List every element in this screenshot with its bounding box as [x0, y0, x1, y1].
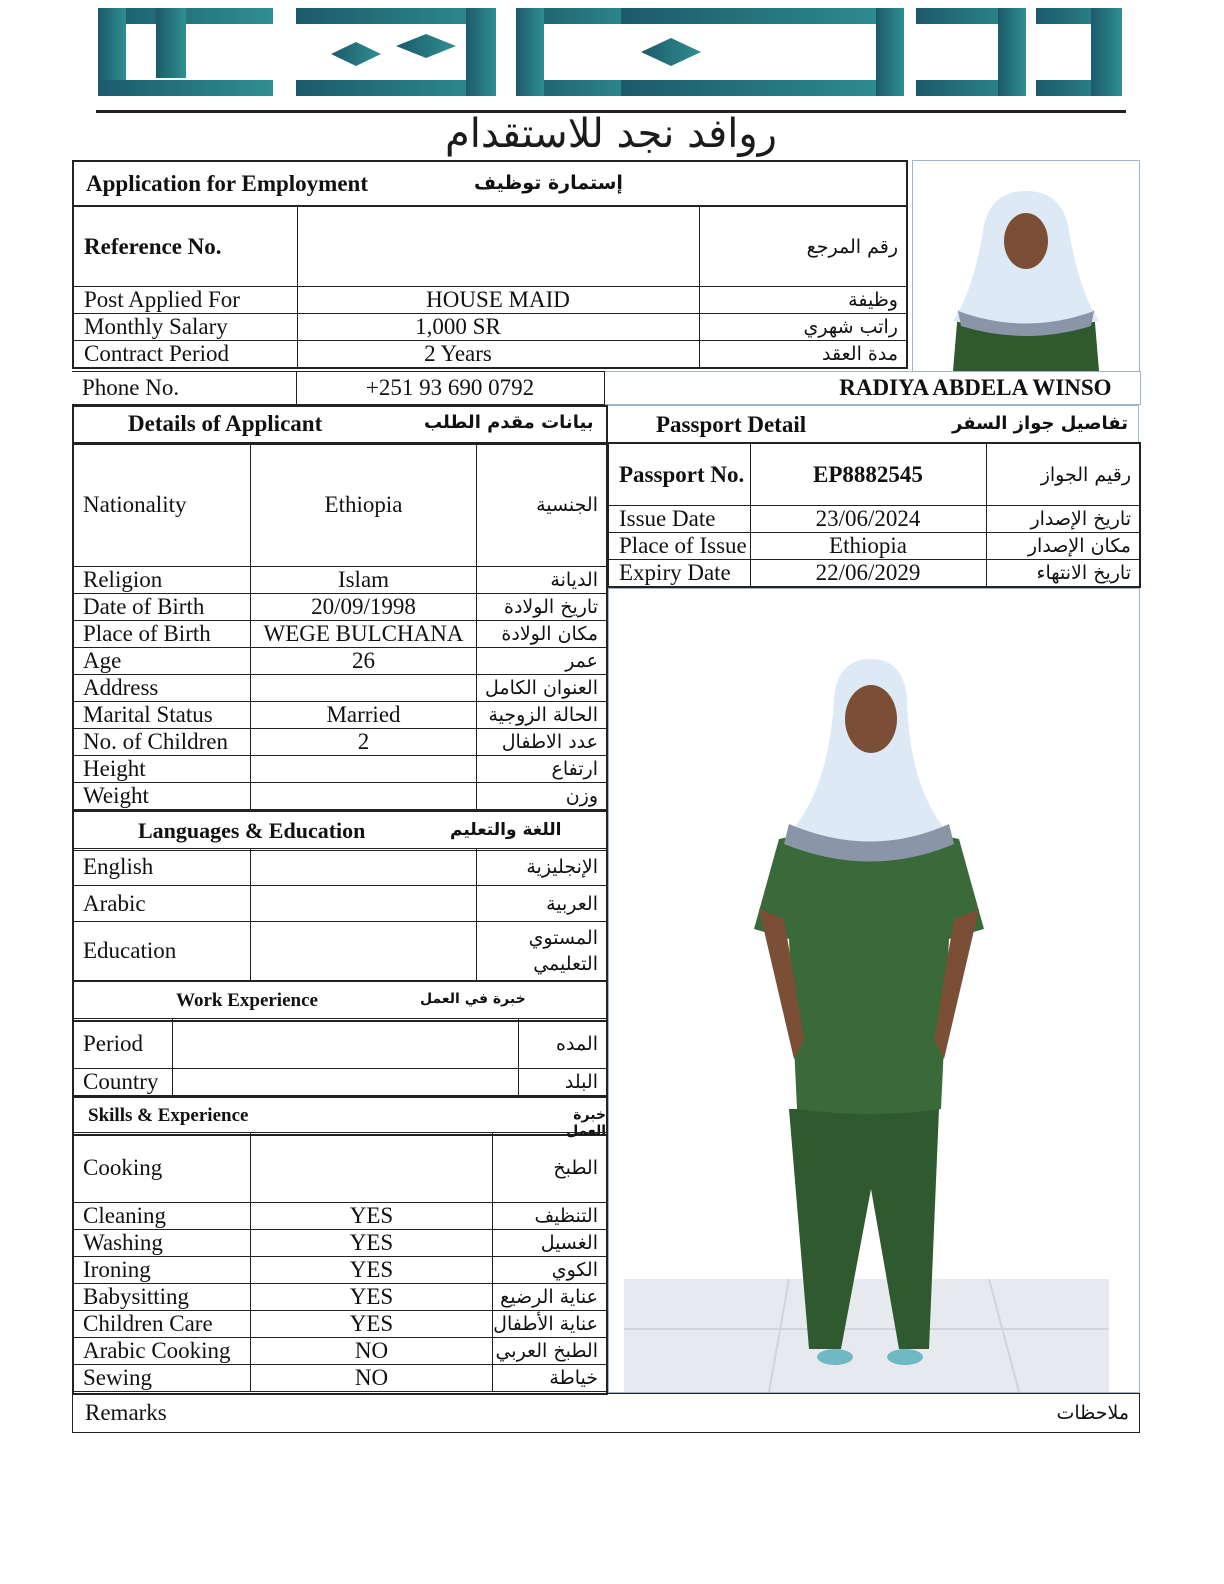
arabic-value — [251, 886, 477, 922]
row-label-arabic: التنظيف — [493, 1203, 607, 1230]
row-value: WEGE BULCHANA — [251, 621, 477, 648]
table-row — [73, 756, 607, 783]
table-row — [608, 533, 1140, 560]
row-label: Washing — [73, 1230, 251, 1257]
row-label-arabic: عناية الرضيع — [493, 1284, 607, 1311]
row-value: Married — [251, 702, 477, 729]
skills-section-heading — [74, 1096, 606, 1139]
row-label-arabic: تاريخ الانتهاء — [986, 560, 1140, 588]
passport-table — [607, 442, 1141, 588]
table-row — [73, 1230, 607, 1257]
logo-arabic-text: روافد نجد للاستقدام — [445, 111, 777, 157]
table-row — [73, 443, 607, 567]
period-value — [173, 1019, 519, 1069]
row-value: NO — [251, 1365, 493, 1392]
reference-label-arabic: رقم المرجع — [699, 206, 907, 287]
salary-label: Monthly Salary — [73, 314, 297, 341]
row-label-arabic: مكان الإصدار — [986, 533, 1140, 560]
row-label-arabic: الكوي — [493, 1257, 607, 1284]
period-label: Period — [73, 1019, 173, 1069]
row-label: No. of Children — [73, 729, 251, 756]
row-label-arabic: الديانة — [477, 567, 607, 594]
row-label-arabic: الطبخ — [493, 1133, 607, 1203]
row-value: 2 — [251, 729, 477, 756]
education-label-arabic — [477, 922, 607, 981]
row-label: Ironing — [73, 1257, 251, 1284]
passport-section-heading — [608, 405, 1139, 444]
table-row — [73, 1069, 607, 1096]
phone-label: Phone No. — [72, 372, 296, 405]
table-row — [73, 922, 607, 981]
applicant-photo-small — [912, 160, 1140, 372]
table-row — [73, 206, 907, 287]
row-label-arabic: مكان الولادة — [477, 621, 607, 648]
applicant-heading: Details of Applicant — [128, 411, 323, 436]
row-label: Children Care — [73, 1311, 251, 1338]
row-label: Address — [73, 675, 251, 702]
education-value — [251, 922, 477, 981]
row-value: 22/06/2029 — [750, 560, 986, 588]
table-row — [73, 886, 607, 922]
arabic-label: Arabic — [73, 886, 251, 922]
education-label-arabic-line2: التعليمي — [533, 953, 598, 975]
languages-table — [72, 848, 607, 981]
table-row — [73, 1338, 607, 1365]
row-label-arabic: الجنسية — [477, 443, 607, 567]
work-heading-arabic: خبرة في العمل — [420, 991, 526, 1007]
remarks-label: Remarks — [85, 1400, 167, 1425]
row-label: Age — [73, 648, 251, 675]
table-row — [73, 567, 607, 594]
row-label: Arabic Cooking — [73, 1338, 251, 1365]
table-row — [73, 1257, 607, 1284]
table-row — [73, 1019, 607, 1069]
table-row — [73, 729, 607, 756]
contract-value: 2 Years — [297, 341, 699, 369]
languages-heading-arabic: اللغة والتعليم — [450, 820, 562, 840]
reference-value — [297, 206, 699, 287]
table-row — [73, 341, 907, 369]
table-row — [73, 1311, 607, 1338]
row-value: YES — [251, 1203, 493, 1230]
row-value: NO — [251, 1338, 493, 1365]
remarks-label-arabic: ملاحظات — [1056, 1402, 1129, 1424]
company-logo — [96, 6, 1126, 158]
row-value — [251, 1133, 493, 1203]
row-label: Babysitting — [73, 1284, 251, 1311]
reference-label: Reference No. — [73, 206, 297, 287]
row-label-arabic: عدد الاطفال — [477, 729, 607, 756]
table-row — [608, 506, 1140, 533]
english-value — [251, 849, 477, 886]
row-label: Passport No. — [608, 443, 750, 506]
passport-heading-arabic: تفاصيل جواز السفر — [952, 413, 1129, 434]
phone-value: +251 93 690 0792 — [296, 372, 604, 405]
arabic-label-arabic: العربية — [477, 886, 607, 922]
work-heading: Work Experience — [176, 990, 318, 1011]
row-value — [251, 783, 477, 810]
skills-heading: Skills & Experience — [88, 1105, 249, 1126]
row-label-arabic: الطبخ العربي — [493, 1338, 607, 1365]
row-label: Date of Birth — [73, 594, 251, 621]
country-value — [173, 1069, 519, 1096]
table-row — [73, 675, 607, 702]
skills-heading-arabic: خبرة العمل — [566, 1107, 606, 1139]
form-title-box — [72, 160, 908, 206]
english-label-arabic: الإنجليزية — [477, 849, 607, 886]
contract-label: Contract Period — [73, 341, 297, 369]
row-value: Islam — [251, 567, 477, 594]
row-label: Weight — [73, 783, 251, 810]
row-label: Place of Issue — [608, 533, 750, 560]
row-label-arabic: العنوان الكامل — [477, 675, 607, 702]
row-value: Ethiopia — [251, 443, 477, 567]
row-value: YES — [251, 1257, 493, 1284]
row-value: 20/09/1998 — [251, 594, 477, 621]
row-label: Expiry Date — [608, 560, 750, 588]
row-label-arabic: رقيم الجواز — [986, 443, 1140, 506]
period-label-arabic: المده — [519, 1019, 607, 1069]
row-label-arabic: خياطة — [493, 1365, 607, 1392]
contract-label-arabic: مدة العقد — [699, 341, 907, 369]
work-section-heading — [74, 980, 606, 1022]
row-label-arabic: عمر — [477, 648, 607, 675]
post-label-arabic: وظيفة — [699, 287, 907, 314]
education-label: Education — [73, 922, 251, 981]
row-label: Cooking — [73, 1133, 251, 1203]
table-row — [73, 314, 907, 341]
row-label-arabic: تاريخ الإصدار — [986, 506, 1140, 533]
applicant-photo-full — [608, 588, 1140, 1393]
salary-label-arabic: راتب شهري — [699, 314, 907, 341]
table-row — [73, 702, 607, 729]
row-value: 26 — [251, 648, 477, 675]
languages-heading: Languages & Education — [138, 818, 366, 843]
table-row — [608, 443, 1140, 506]
table-row — [73, 1203, 607, 1230]
table-row — [73, 1284, 607, 1311]
applicant-section-heading — [74, 407, 606, 445]
passport-heading: Passport Detail — [656, 412, 807, 437]
english-label: English — [73, 849, 251, 886]
row-label: Marital Status — [73, 702, 251, 729]
row-value: Ethiopia — [750, 533, 986, 560]
post-value: HOUSE MAID — [297, 287, 699, 314]
row-label: Cleaning — [73, 1203, 251, 1230]
post-label: Post Applied For — [73, 287, 297, 314]
table-row — [73, 621, 607, 648]
row-label-arabic: الحالة الزوجية — [477, 702, 607, 729]
row-value: YES — [251, 1311, 493, 1338]
row-label: Height — [73, 756, 251, 783]
row-label: Sewing — [73, 1365, 251, 1392]
row-label: Issue Date — [608, 506, 750, 533]
row-value — [251, 675, 477, 702]
languages-section-heading — [74, 810, 606, 851]
country-label-arabic: البلد — [519, 1069, 607, 1096]
table-row — [73, 287, 907, 314]
row-label-arabic: وزن — [477, 783, 607, 810]
table-row — [608, 560, 1140, 588]
form-title: Application for Employment — [86, 171, 368, 196]
row-label-arabic: الغسيل — [493, 1230, 607, 1257]
table-row — [73, 594, 607, 621]
country-label: Country — [73, 1069, 173, 1096]
remarks-row — [72, 1393, 1140, 1433]
phone-name-row — [72, 371, 1141, 405]
applicant-heading-arabic: بيانات مقدم الطلب — [424, 412, 594, 433]
top-info-table — [72, 205, 908, 369]
table-row — [73, 849, 607, 886]
table-row — [73, 1133, 607, 1203]
table-row — [73, 783, 607, 810]
salary-value: 1,000 SR — [297, 314, 699, 341]
row-value: EP8882545 — [750, 443, 986, 506]
skills-table — [72, 1132, 607, 1392]
row-value — [251, 756, 477, 783]
row-label: Nationality — [73, 443, 251, 567]
table-row — [73, 648, 607, 675]
table-row — [73, 1365, 607, 1392]
row-label-arabic: ارتفاع — [477, 756, 607, 783]
row-label-arabic: عناية الأطفال — [493, 1311, 607, 1338]
row-value: YES — [251, 1230, 493, 1257]
applicant-name: RADIYA ABDELA WINSO — [604, 372, 1140, 405]
work-table — [72, 1018, 607, 1096]
row-value: YES — [251, 1284, 493, 1311]
education-label-arabic-line1: المستوي — [528, 927, 598, 949]
row-value: 23/06/2024 — [750, 506, 986, 533]
table-row — [72, 372, 1140, 405]
row-label-arabic: تاريخ الولادة — [477, 594, 607, 621]
applicant-table — [72, 442, 607, 810]
row-label: Religion — [73, 567, 251, 594]
row-label: Place of Birth — [73, 621, 251, 648]
form-title-arabic: إستمارة توظيف — [474, 172, 623, 194]
